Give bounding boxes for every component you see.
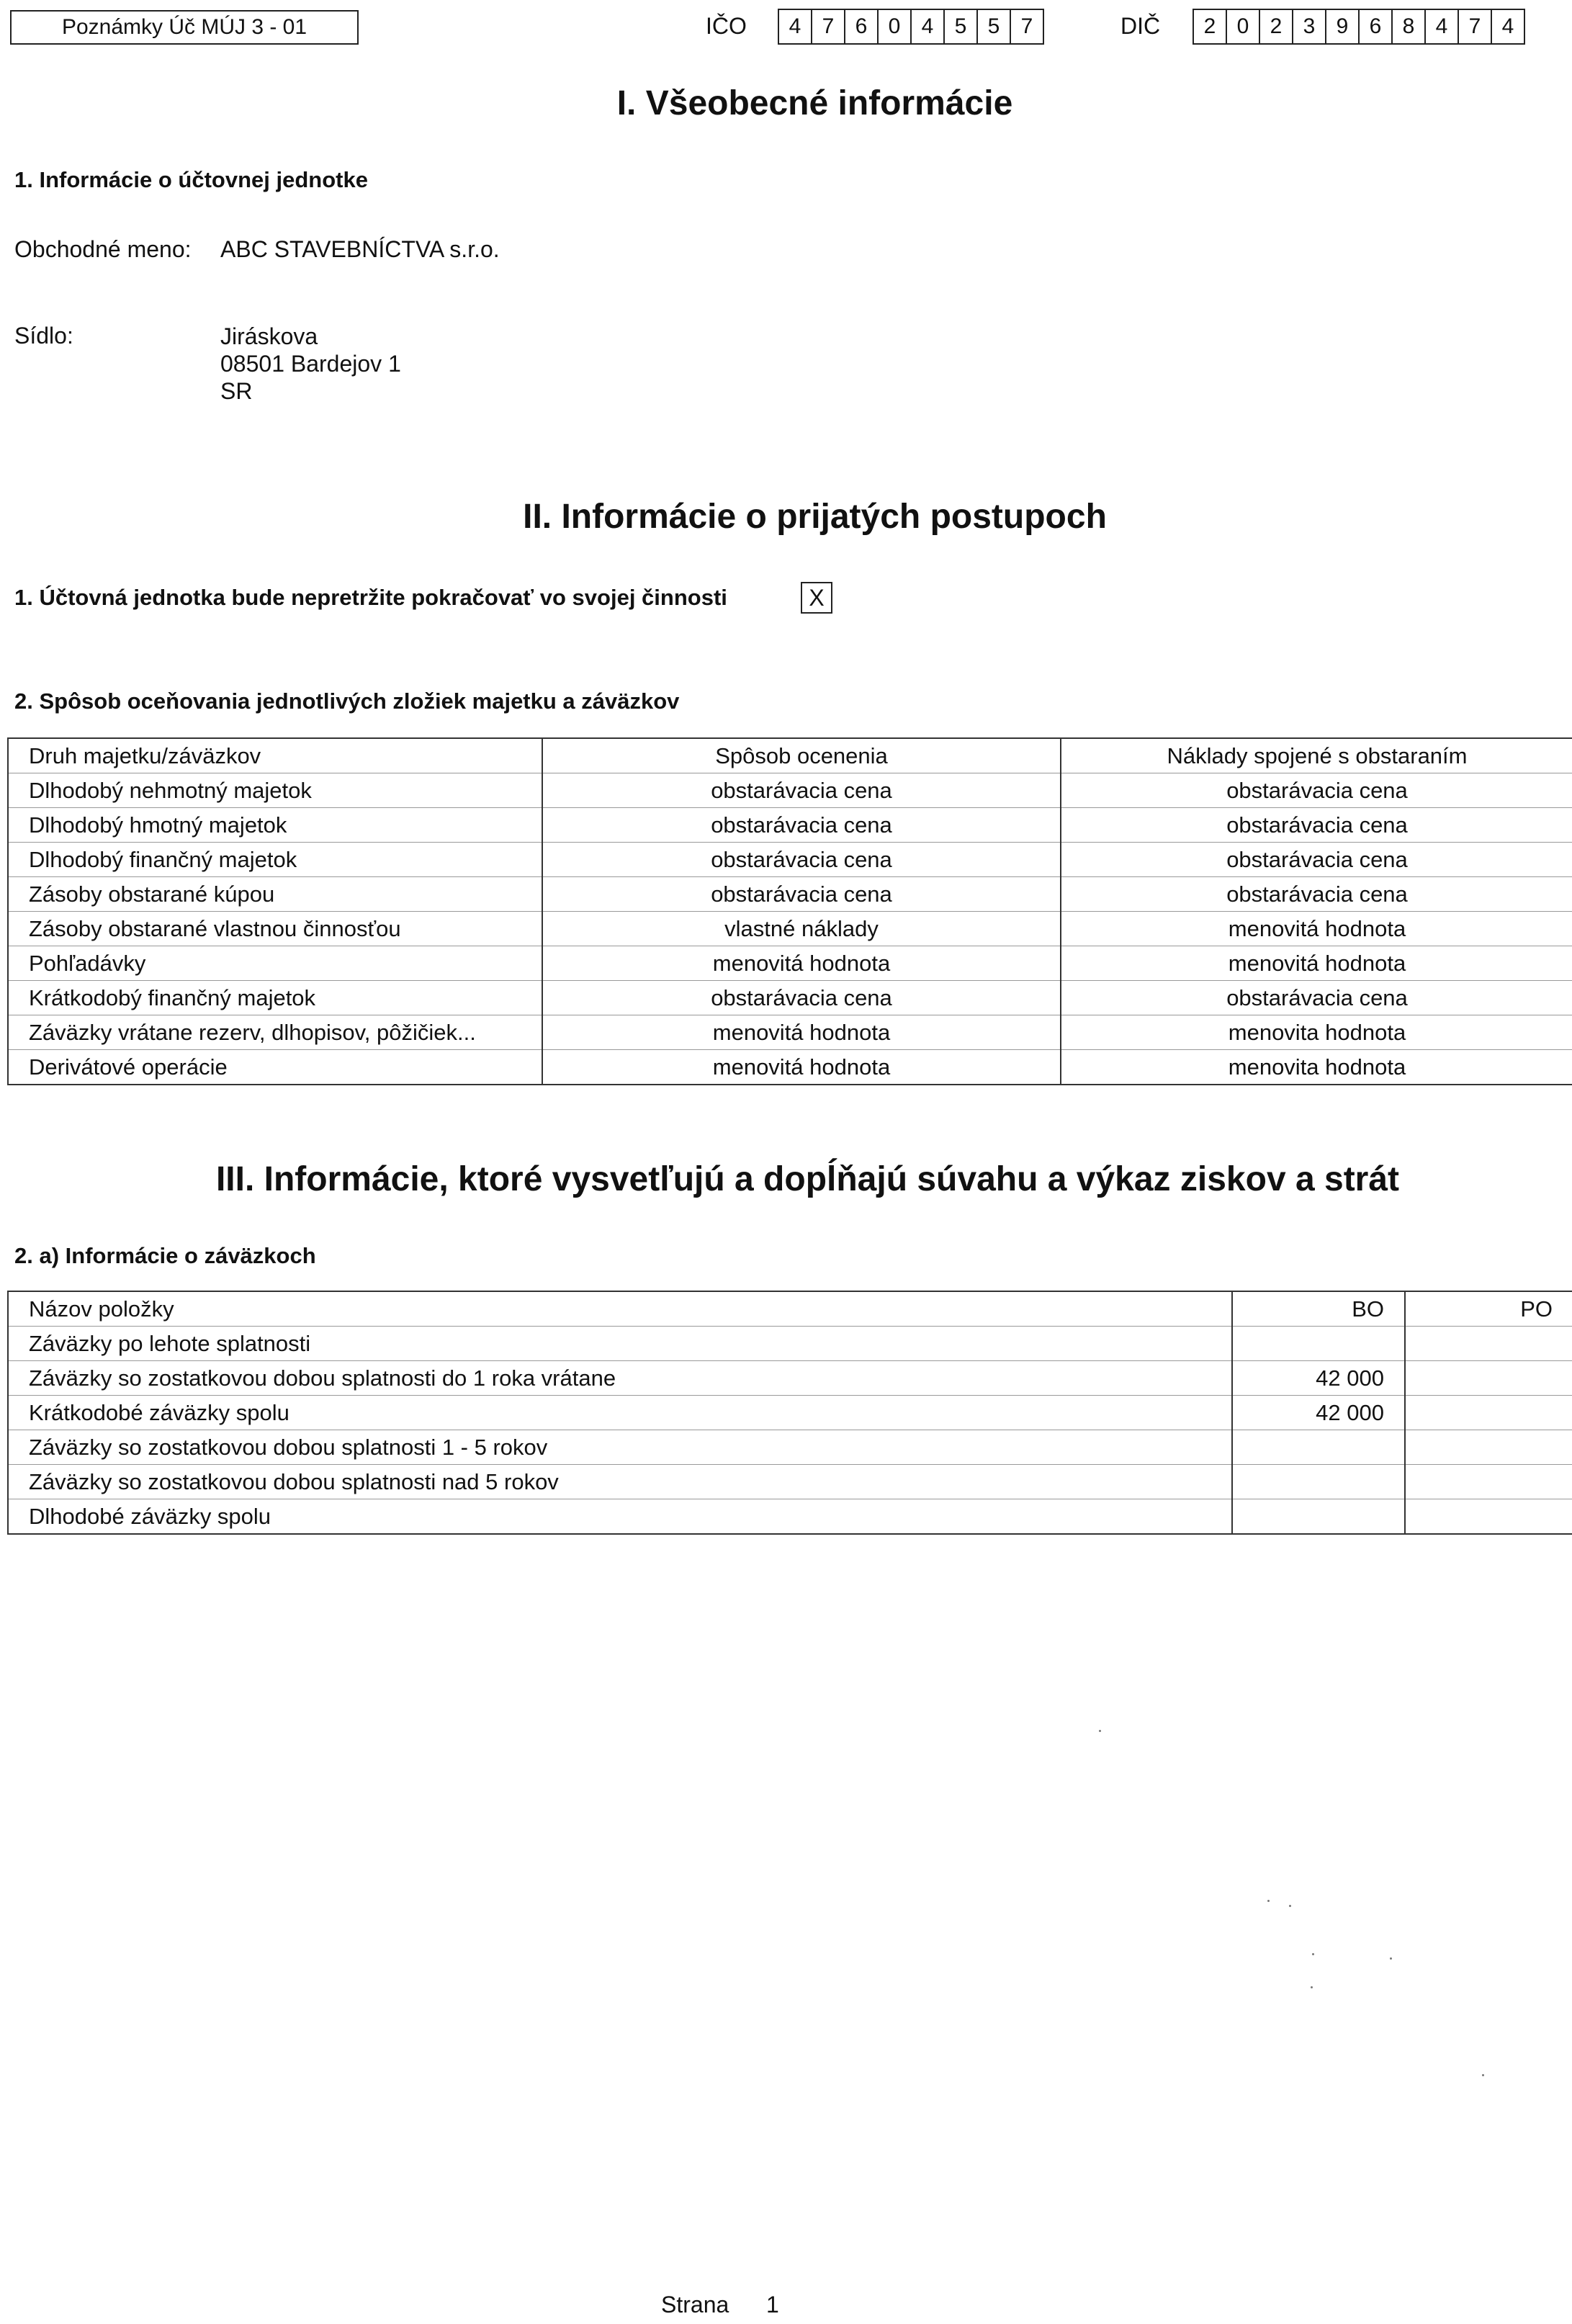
dic-digit: 2 xyxy=(1194,10,1227,43)
table-cell: obstarávacia cena xyxy=(1061,808,1572,843)
section-1-subtitle: 1. Informácie o účtovnej jednotke xyxy=(14,167,368,192)
table-row xyxy=(8,843,1572,877)
table-header-cell: Náklady spojené s obstaraním xyxy=(1061,738,1572,773)
table-cell: obstarávacia cena xyxy=(542,843,1061,877)
dic-digits xyxy=(1193,9,1525,45)
table-cell: Dlhodobý nehmotný majetok xyxy=(8,773,542,808)
seat-street: Jiráskova xyxy=(220,323,318,349)
valuation-table xyxy=(7,737,1572,1085)
table-cell xyxy=(1405,1327,1572,1361)
table-row xyxy=(8,1430,1572,1465)
ico-digit: 7 xyxy=(812,10,845,43)
table-cell: menovitá hodnota xyxy=(542,946,1061,981)
seat-city: 08501 Bardejov 1 xyxy=(220,351,401,377)
table-row xyxy=(8,808,1572,843)
ico-digit: 6 xyxy=(845,10,879,43)
table-cell: Záväzky po lehote splatnosti xyxy=(8,1327,1232,1361)
scan-speck xyxy=(1311,1986,1313,1988)
scan-speck xyxy=(1289,1905,1291,1907)
table-cell: Zásoby obstarané vlastnou činnosťou xyxy=(8,912,542,946)
dic-digit: 0 xyxy=(1227,10,1260,43)
table-cell xyxy=(1405,1499,1572,1535)
page-number: 1 xyxy=(766,2292,779,2318)
table-header-row xyxy=(8,1291,1572,1327)
table-cell: 42 000 xyxy=(1232,1361,1405,1396)
table-cell: Krátkodobé záväzky spolu xyxy=(8,1396,1232,1430)
table-cell: obstarávacia cena xyxy=(542,877,1061,912)
table-cell: obstarávacia cena xyxy=(1061,877,1572,912)
table-row xyxy=(8,773,1572,808)
scan-speck xyxy=(1267,1900,1270,1902)
table-row xyxy=(8,1050,1572,1085)
dic-digit: 6 xyxy=(1360,10,1393,43)
table-cell: obstarávacia cena xyxy=(542,773,1061,808)
scan-speck xyxy=(1390,1957,1392,1960)
dic-label: DIČ xyxy=(1120,13,1161,39)
table-cell: menovitá hodnota xyxy=(542,1050,1061,1085)
seat-address xyxy=(220,323,401,405)
ico-digits xyxy=(778,9,1044,45)
seat-label: Sídlo: xyxy=(14,323,73,349)
liabilities-subtitle: 2. a) Informácie o záväzkoch xyxy=(14,1243,316,1268)
dic-digit: 2 xyxy=(1260,10,1293,43)
page-label: Strana xyxy=(661,2292,729,2318)
going-concern-checkbox[interactable]: X xyxy=(801,582,832,614)
table-cell: Dlhodobé záväzky spolu xyxy=(8,1499,1232,1535)
table-header-cell: Spôsob ocenenia xyxy=(542,738,1061,773)
seat-country: SR xyxy=(220,378,253,404)
table-row xyxy=(8,981,1572,1015)
table-cell: Zásoby obstarané kúpou xyxy=(8,877,542,912)
table-cell: obstarávacia cena xyxy=(1061,843,1572,877)
table-cell: Pohľadávky xyxy=(8,946,542,981)
table-cell xyxy=(1232,1499,1405,1535)
table-cell: Záväzky vrátane rezerv, dlhopisov, pôžičiek... xyxy=(8,1015,542,1050)
table-row xyxy=(8,877,1572,912)
section-1-title: I. Všeobecné informácie xyxy=(616,84,1013,122)
dic-digit: 8 xyxy=(1393,10,1426,43)
table-cell: Dlhodobý hmotný majetok xyxy=(8,808,542,843)
section-3-title: III. Informácie, ktoré vysvetľujú a dopĺňajú súvahu a výkaz ziskov a strát xyxy=(215,1160,1400,1198)
table-cell: menovitá hodnota xyxy=(542,1015,1061,1050)
business-name-label: Obchodné meno: xyxy=(14,236,192,262)
table-header-cell: PO xyxy=(1405,1291,1572,1327)
ico-label: IČO xyxy=(706,13,747,39)
table-cell: 42 000 xyxy=(1232,1396,1405,1430)
dic-digit: 4 xyxy=(1501,14,1514,38)
table-row xyxy=(8,912,1572,946)
table-cell: obstarávacia cena xyxy=(542,808,1061,843)
ico-digit: 0 xyxy=(879,10,912,43)
dic-digit: 4 xyxy=(1426,10,1459,43)
table-cell xyxy=(1232,1465,1405,1499)
table-cell: Záväzky so zostatkovou dobou splatnosti nad 5 rokov xyxy=(8,1465,1232,1499)
ico-digit: 4 xyxy=(779,10,812,43)
table-header-cell: Druh majetku/záväzkov xyxy=(8,738,542,773)
table-row xyxy=(8,946,1572,981)
valuation-subtitle: 2. Spôsob oceňovania jednotlivých zložiek majetku a záväzkov xyxy=(14,688,680,714)
liabilities-table xyxy=(7,1291,1572,1535)
table-header-cell: Názov položky xyxy=(8,1291,1232,1327)
section-2-title: II. Informácie o prijatých postupoch xyxy=(523,498,1107,536)
table-cell: menovita hodnota xyxy=(1061,1050,1572,1085)
dic-digit: 9 xyxy=(1326,10,1360,43)
table-cell: menovita hodnota xyxy=(1061,1015,1572,1050)
table-row xyxy=(8,1465,1572,1499)
table-row xyxy=(8,1396,1572,1430)
table-row xyxy=(8,1361,1572,1396)
table-cell xyxy=(1405,1396,1572,1430)
table-cell xyxy=(1405,1430,1572,1465)
business-name-value: ABC STAVEBNÍCTVA s.r.o. xyxy=(220,236,500,262)
table-cell xyxy=(1405,1465,1572,1499)
table-cell: menovitá hodnota xyxy=(1061,912,1572,946)
table-cell: Derivátové operácie xyxy=(8,1050,542,1085)
table-cell: obstarávacia cena xyxy=(542,981,1061,1015)
table-header-row xyxy=(8,738,1572,773)
scan-speck xyxy=(1312,1953,1314,1955)
scan-speck xyxy=(1482,2074,1484,2076)
table-cell: vlastné náklady xyxy=(542,912,1061,946)
scan-speck xyxy=(1099,1730,1101,1732)
ico-digit: 7 xyxy=(1020,14,1033,38)
table-cell xyxy=(1232,1430,1405,1465)
ico-digit: 4 xyxy=(912,10,945,43)
table-cell xyxy=(1405,1361,1572,1396)
table-cell: obstarávacia cena xyxy=(1061,773,1572,808)
table-cell xyxy=(1232,1327,1405,1361)
table-cell: obstarávacia cena xyxy=(1061,981,1572,1015)
form-code-box: Poznámky Úč MÚJ 3 - 01 xyxy=(10,10,359,45)
table-row xyxy=(8,1015,1572,1050)
table-cell: Záväzky so zostatkovou dobou splatnosti 1 - 5 rokov xyxy=(8,1430,1232,1465)
dic-digit: 3 xyxy=(1293,10,1326,43)
table-row xyxy=(8,1327,1572,1361)
table-row xyxy=(8,1499,1572,1535)
table-cell: menovitá hodnota xyxy=(1061,946,1572,981)
ico-digit: 5 xyxy=(978,10,1011,43)
table-cell: Krátkodobý finančný majetok xyxy=(8,981,542,1015)
table-header-cell: BO xyxy=(1232,1291,1405,1327)
dic-digit: 7 xyxy=(1459,10,1492,43)
going-concern-text: 1. Účtovná jednotka bude nepretržite pokračovať vo svojej činnosti xyxy=(14,585,727,610)
ico-digit: 5 xyxy=(945,10,978,43)
table-cell: Záväzky so zostatkovou dobou splatnosti do 1 roka vrátane xyxy=(8,1361,1232,1396)
table-cell: Dlhodobý finančný majetok xyxy=(8,843,542,877)
